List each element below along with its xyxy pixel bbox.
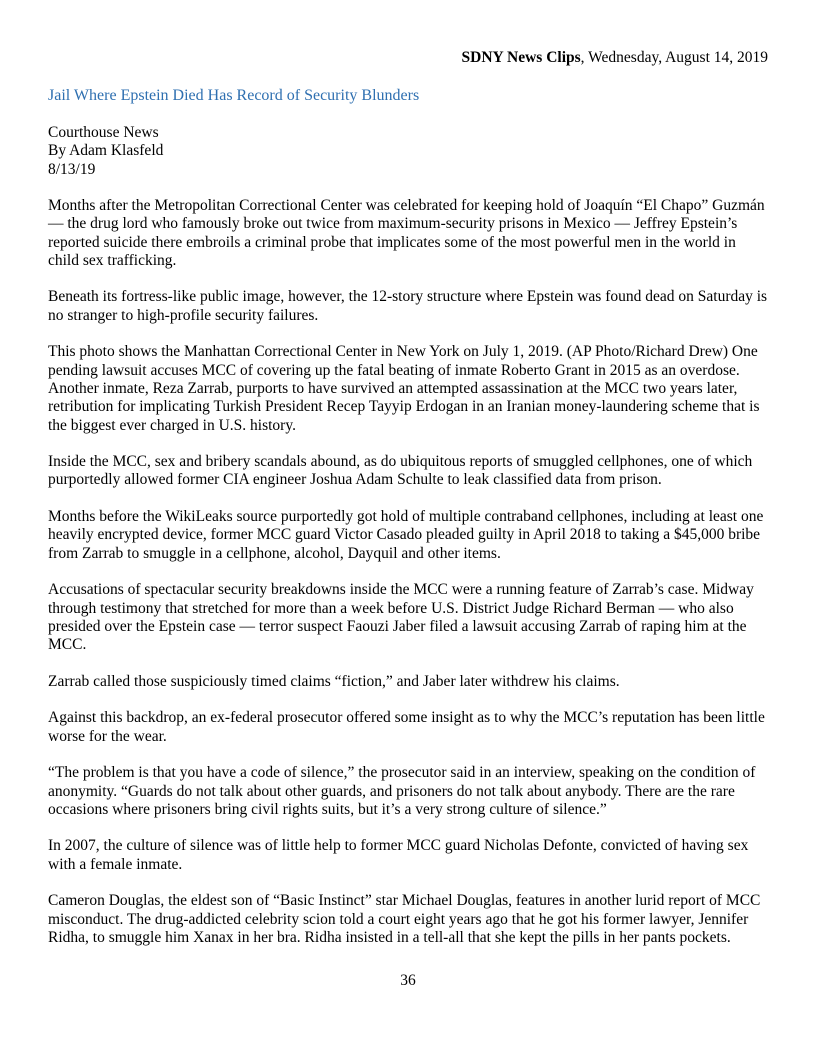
article-paragraph: Cameron Douglas, the eldest son of “Basic Instinct” star Michael Douglas, features in another lurid report of MCC misconduct. The drug-addicted celebrity scion told a court eight years ago that he got his former lawyer, Jennifer Ridha, to smuggle him Xanax in her bra. Ridha insisted in a tell-all that she kept the pills in her pants pockets. <box>48 892 761 946</box>
article-source: Courthouse News <box>48 124 159 141</box>
article-author: By Adam Klasfeld <box>48 142 164 160</box>
article-paragraph: Inside the MCC, sex and bribery scandals abound, as do ubiquitous reports of smuggled cellphones, one of which purportedly allowed former CIA engineer Joshua Adam Schulte to leak classified data from prison. <box>48 453 753 489</box>
article-body <box>48 197 770 965</box>
article-paragraph: In 2007, the culture of silence was of little help to former MCC guard Nicholas Defonte, convicted of having sex with a female inmate. <box>48 837 749 873</box>
page-number: 36 <box>400 972 416 989</box>
article-paragraph: Accusations of spectacular security breakdowns inside the MCC were a running feature of Zarrab’s case. Midway through testimony that stretched for more than a week before U.S. District Judge Richard Berman — who also presided over the Epstein case — terror suspect Faouzi Jaber filed a lawsuit accusing Zarrab of raping him at the MCC. <box>48 581 754 654</box>
article-paragraph: Beneath its fortress-like public image, however, the 12-story structure where Epstein was found dead on Saturday is no stranger to high-profile security failures. <box>48 288 768 324</box>
article-byline-block <box>48 124 163 179</box>
header-date: , Wednesday, August 14, 2019 <box>580 49 768 66</box>
publication-name: SDNY News Clips <box>461 49 581 66</box>
article-date: 8/13/19 <box>48 160 96 178</box>
article-headline-link[interactable]: Jail Where Epstein Died Has Record of Security Blunders <box>48 87 420 104</box>
article-paragraph: Months after the Metropolitan Correctional Center was celebrated for keeping hold of Joaquín “El Chapo” Guzmán — the drug lord who famously broke out twice from maximum-security prisons in Mexico — Jeffrey Epstein’s reported suicide there embroils a criminal probe that implicates some of the most powerful men in the world in child sex trafficking. <box>48 197 765 269</box>
article-paragraph: Against this backdrop, an ex-federal prosecutor offered some insight as to why the MCC’s reputation has been little worse for the wear. <box>48 709 765 745</box>
article-paragraph: Months before the WikiLeaks source purportedly got hold of multiple contraband cellphones, including at least one heavily encrypted device, former MCC guard Victor Casado pleaded guilty in April 2018 to taking a $45,000 bribe from Zarrab to smuggle in a cellphone, alcohol, Dayquil and other items. <box>48 508 764 562</box>
article-paragraph: Zarrab called those suspiciously timed claims “fiction,” and Jaber later withdrew his claims. <box>48 672 620 690</box>
article-paragraph: This photo shows the Manhattan Correctional Center in New York on July 1, 2019. (AP Photo/Richard Drew) One pending lawsuit accuses MCC of covering up the fatal beating of inmate Roberto Grant in 2015 as an overdose. Another inmate, Reza Zarrab, purports to have survived an attempted assassination at the MCC two years later, retribution for implicating Turkish President Recep Tayyip Erdogan in an Iranian money-laundering scheme that is the biggest ever charged in U.S. history. <box>48 343 760 434</box>
article-paragraph: “The problem is that you have a code of silence,” the prosecutor said in an interview, speaking on the condition of anonymity. “Guards do not talk about other guards, and prisoners do not talk about anybody. There are the rare occasions where prisoners bring civil rights suits, but it’s a very strong culture of silence.” <box>48 764 756 818</box>
page-header <box>462 49 768 67</box>
